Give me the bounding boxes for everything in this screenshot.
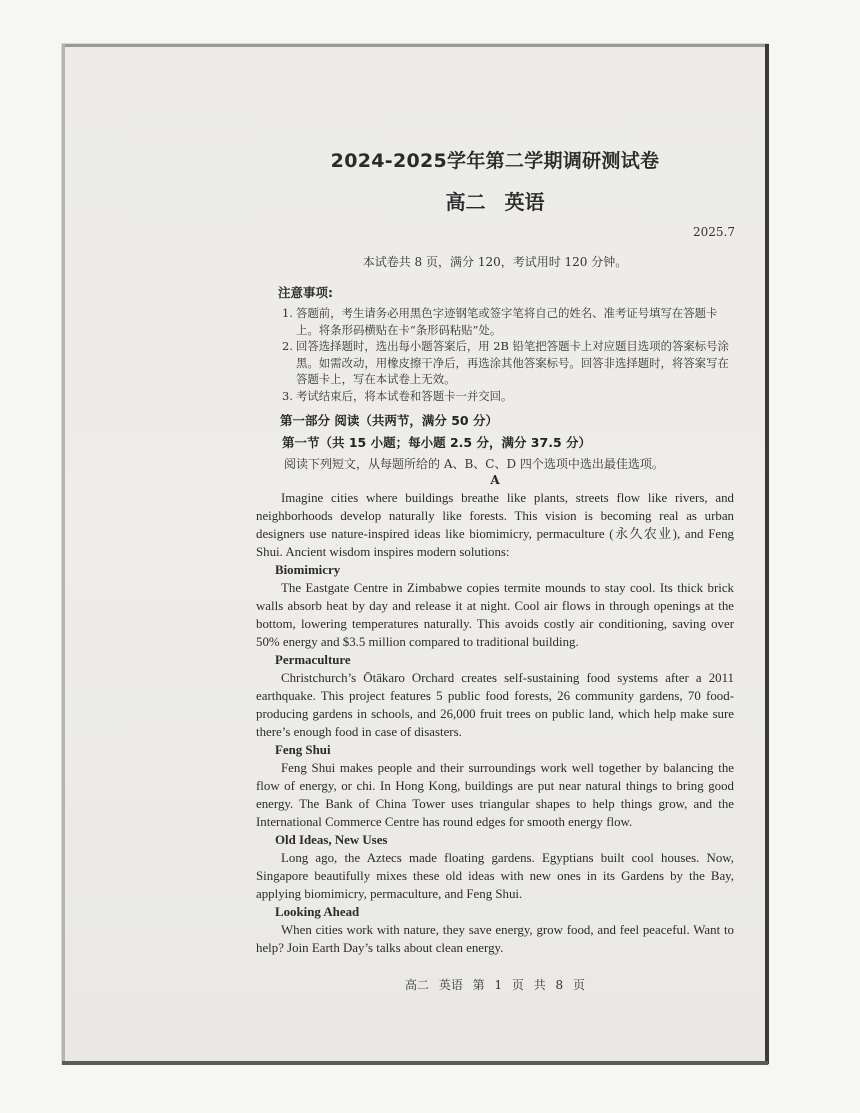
passage-body (256, 489, 734, 957)
paper-edge-top (62, 44, 768, 47)
notice-number: 1. (282, 306, 293, 320)
passage-subheading: Permaculture (275, 653, 351, 667)
notice-heading: 注意事项: (278, 285, 333, 300)
passage-paragraph: Christchurch’s Ōtākaro Orchard creates self-sustaining food systems after a 2011 earthquake. This project features 5 public food forests, 26 community gardens, 70 food-producing gardens in schools, and 26,000 fruit trees on public land, which help make sure there’s enough food in case of disasters. (256, 671, 734, 739)
exam-date: 2025.7 (693, 225, 735, 239)
notice-number: 3. (282, 388, 293, 403)
notice-item (282, 338, 734, 388)
passage-subheading: Feng Shui (275, 743, 331, 757)
notice-text: 答题前，考生请务必用黑色字迹钢笔或签字笔将自己的姓名、准考证号填写在答题卡上。将条形码横贴在卡“条形码粘贴”处。 (296, 306, 718, 337)
paper-edge-bottom (62, 1061, 768, 1065)
notice-text: 回答选择题时，选出每小题答案后，用 2B 铅笔把答题卡上对应题目选项的答案标号涂黑。如需改动，用橡皮擦干净后，再选涂其他答案标号。回答非选择题时，将答案写在答题卡上，写在本试卷上无效。 (296, 339, 729, 386)
passage-subheading: Biomimicry (275, 563, 341, 577)
notice-item (282, 388, 734, 405)
notice-text: 考试结束后，将本试卷和答题卡一并交回。 (296, 388, 513, 403)
paper-edge-right (765, 44, 769, 1064)
passage-paragraph: Long ago, the Aztecs made floating gardens. Egyptians built cool houses. Now, Singapore beautifully mixes these old ideas with new ones in its Gardens by the Bay, applying biomimicry, permaculture, and Feng Shui. (256, 851, 734, 901)
passage-intro: Imagine cities where buildings breathe like plants, streets flow like rivers, and neighborhoods develop naturally like forests. This vision is becoming real as urban designers use nature-inspired ideas like biomimicry, permaculture (永久农业), and Feng Shui. Ancient wisdom inspires modern solutions: (256, 491, 734, 559)
page-footer: 高二 英语 第 1 页 共 8 页 (405, 978, 585, 992)
exam-title: 2024-2025学年第二学期调研测试卷 (330, 150, 660, 172)
exam-info: 本试卷共 8 页，满分 120，考试用时 120 分钟。 (362, 255, 628, 269)
part1-heading: 第一部分 阅读（共两节，满分 50 分） (280, 413, 498, 428)
instruction-text: 阅读下列短文，从每题所给的 A、B、C、D 四个选项中选出最佳选项。 (284, 457, 664, 471)
notice-number: 2. (282, 339, 293, 353)
passage-paragraph: When cities work with nature, they save energy, grow food, and feel peaceful. Want to help? Join Earth Day’s talks about clean energy. (256, 923, 734, 955)
section1-heading: 第一节（共 15 小题；每小题 2.5 分，满分 37.5 分） (282, 435, 591, 450)
notice-item (282, 305, 734, 338)
passage-paragraph: Feng Shui makes people and their surroundings work well together by balancing the flow of energy, or chi. In Hong Kong, buildings are put near natural things to bring good energy. The Bank of China Tower uses triangular shapes to help things grow, and the International Commerce Centre has round edges for smooth energy flow. (256, 761, 734, 829)
passage-paragraph: The Eastgate Centre in Zimbabwe copies termite mounds to stay cool. Its thick brick walls absorb heat by day and release it at night. Cool air flows in through openings at the bottom, lowering temperatures naturally. This avoids costly air conditioning, saving over 50% energy and $3.5 million compared to traditional building. (256, 581, 734, 649)
passage-letter: A (490, 473, 500, 487)
passage-subheading: Looking Ahead (275, 905, 360, 919)
paper-edge-left (62, 44, 65, 1064)
passage-subheading: Old Ideas, New Uses (275, 833, 388, 847)
notice-list (282, 305, 734, 404)
exam-subtitle: 高二 英语 (445, 190, 545, 214)
